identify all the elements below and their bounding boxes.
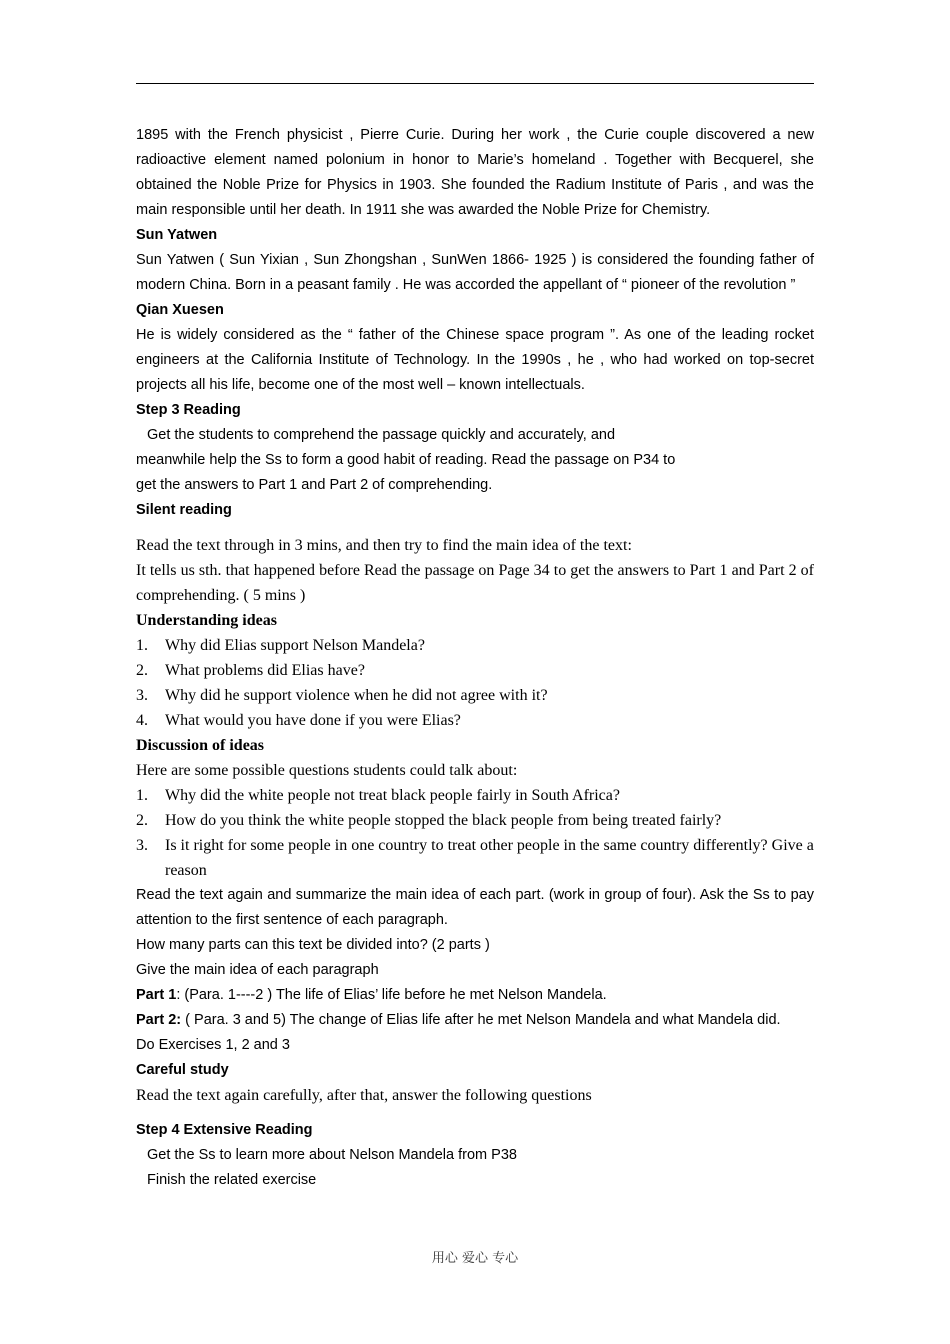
header-rule xyxy=(136,83,814,84)
list-number: 1. xyxy=(136,787,148,804)
list-text: Why did he support violence when he did not agree with it? xyxy=(165,687,548,704)
list-number: 4. xyxy=(136,712,148,729)
list-item xyxy=(136,683,814,708)
careful-heading: Careful study xyxy=(136,1062,229,1078)
part2-text: ( Para. 3 and 5) The change of Elias life after he met Nelson Mandela and what Mandela did. xyxy=(181,1012,781,1028)
discussion-list xyxy=(136,783,814,883)
step3-heading: Step 3 Reading xyxy=(136,402,241,418)
list-text: Why did the white people not treat black people fairly in South Africa? xyxy=(165,787,620,804)
list-item xyxy=(136,783,814,808)
list-text: Is it right for some people in one country to treat other people in the same country differently? Give a reason xyxy=(165,837,814,879)
parts-question: How many parts can this text be divided into? (2 parts ) xyxy=(136,937,490,953)
list-number: 2. xyxy=(136,662,148,679)
exercises-line: Do Exercises 1, 2 and 3 xyxy=(136,1037,290,1053)
list-text: What would you have done if you were Elias? xyxy=(165,712,461,729)
step3-line2: meanwhile help the Ss to form a good habit of reading. Read the passage on P34 to xyxy=(136,452,676,468)
list-number: 1. xyxy=(136,637,148,654)
curie-paragraph: 1895 with the French physicist , Pierre Curie. During her work , the Curie couple discovered a new radioactive element named polonium in honor to Marie’s homeland . Together with Becquerel, she obtained the Noble Prize for Physics in 1903. She founded the Radium Institute of Paris , and was the main responsible until her death. In 1911 she was awarded the Noble Prize for Chemistry. xyxy=(136,127,814,218)
discussion-heading: Discussion of ideas xyxy=(136,737,265,754)
step4-line1: Get the Ss to learn more about Nelson Mandela from P38 xyxy=(147,1147,517,1163)
qian-heading: Qian Xuesen xyxy=(136,302,224,318)
part1-line xyxy=(136,983,814,1008)
step4-line2: Finish the related exercise xyxy=(147,1172,317,1188)
step4-heading: Step 4 Extensive Reading xyxy=(136,1122,313,1138)
page-content xyxy=(136,123,814,1193)
qian-paragraph: He is widely considered as the “ father of the Chinese space program ”. As one of the leading rocket engineers at the California Institute of Technology. In the 1990s , he , who had worked on top-secret projects all his life, become one of the most well – known intellectuals. xyxy=(136,327,814,393)
list-text: Why did Elias support Nelson Mandela? xyxy=(165,637,425,654)
sun-heading: Sun Yatwen xyxy=(136,227,218,243)
step3-line1: Get the students to comprehend the passage quickly and accurately, and xyxy=(147,427,616,443)
understanding-heading: Understanding ideas xyxy=(136,612,277,629)
understanding-list xyxy=(136,633,814,733)
list-number: 3. xyxy=(136,687,148,704)
part1-label: Part 1 xyxy=(136,987,177,1003)
list-item xyxy=(136,658,814,683)
part2-line xyxy=(136,1008,814,1033)
summary-instruction: Read the text again and summarize the main idea of each part. (work in group of four). Ask the Ss to pay attention to the first sentence of each paragraph. xyxy=(136,887,814,928)
discussion-intro: Here are some possible questions students could talk about: xyxy=(136,762,518,779)
sun-paragraph: Sun Yatwen ( Sun Yixian , Sun Zhongshan , SunWen 1866- 1925 ) is considered the founding father of modern China. Born in a peasant family . He was accorded the appellant of “ pioneer of the revolution ” xyxy=(136,252,814,293)
list-item xyxy=(136,708,814,733)
part2-label: Part 2: xyxy=(136,1012,182,1028)
list-item xyxy=(136,833,814,883)
list-text: What problems did Elias have? xyxy=(165,662,365,679)
list-item xyxy=(136,633,814,658)
main-idea-instruction: Give the main idea of each paragraph xyxy=(136,962,379,978)
list-text: How do you think the white people stopped the black people from being treated fairly? xyxy=(165,812,722,829)
step3-line3: get the answers to Part 1 and Part 2 of comprehending. xyxy=(136,477,493,493)
page-footer: 用心 爱心 专心 xyxy=(431,1251,519,1266)
silent-line1: Read the text through in 3 mins, and then try to find the main idea of the text: xyxy=(136,537,632,554)
list-item xyxy=(136,808,814,833)
careful-text: Read the text again carefully, after that, answer the following questions xyxy=(136,1087,592,1104)
list-number: 3. xyxy=(136,837,148,854)
part1-text: : (Para. 1----2 ) The life of Elias’ life before he met Nelson Mandela. xyxy=(176,987,607,1003)
list-number: 2. xyxy=(136,812,148,829)
silent-heading: Silent reading xyxy=(136,502,232,518)
silent-line2: It tells us sth. that happened before Read the passage on Page 34 to get the answers to Part 1 and Part 2 of comprehending. ( 5 mins ) xyxy=(136,562,814,604)
